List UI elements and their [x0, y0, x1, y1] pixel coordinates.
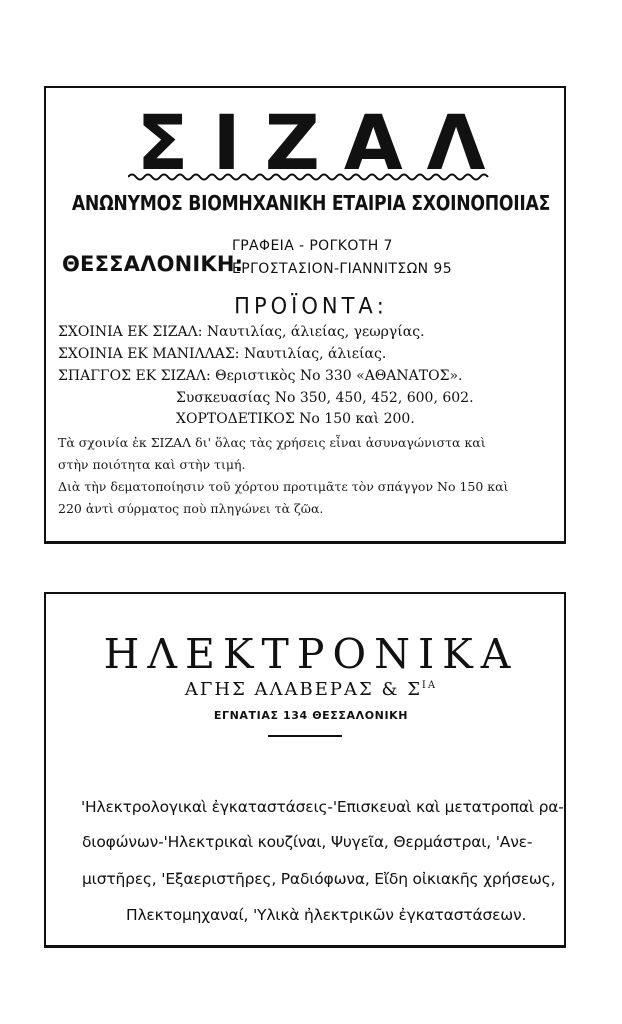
- sizal-city: ΘΕΣΣΑΛΟΝΙΚΗ:: [62, 252, 244, 276]
- product-line: ΧΟΡΤΟΔΕΤΙΚΟΣ Νο 150 καὶ 200.: [176, 411, 415, 427]
- description-line: 'Ηλεκτρολογικαὶ ἐγκαταστάσεις-'Επισκευαὶ καὶ μετατροπαὶ ρα-: [81, 798, 564, 816]
- sizal-company-name: ΑΝΩΝΥΜΟΣ ΒΙΟΜΗΧΑΝΙΚΗ ΕΤΑΙΡΙΑ ΣΧΟΙΝΟΠΟΙΙΑΣ: [71, 191, 551, 215]
- sizal-twine-paragraph: [58, 476, 558, 520]
- electronics-brand-title: ΗΛΕΚΤΡΟΝΙΚΑ: [103, 630, 519, 678]
- product-line: ΣΠΑΓΓΟΣ ΕΚ ΣΙΖΑΛ: Θεριστικὸς Νο 330 «ΑΘΑΝΑΤΟΣ».: [58, 368, 463, 384]
- sizal-products-heading: ΠΡΟΪΟΝΤΑ:: [234, 293, 388, 319]
- sizal-brand-title: ΣΙΖΑΛ: [136, 98, 510, 187]
- wavy-rule-ornament: [128, 172, 490, 182]
- product-line: ΣΧΟΙΝΙΑ ΕΚ ΣΙΖΑΛ: Ναυτιλίας, άλιείας, γεωργίας.: [58, 324, 425, 340]
- owner-name: ΑΓΗΣ ΑΛΑΒΕΡΑΣ & Σ: [184, 679, 422, 700]
- paragraph-line: Διὰ τὴν δεματοποίησιν τοῦ χόρτου προτιμᾶτε τὸν σπάγγον Νο 150 καὶ: [58, 479, 509, 494]
- sizal-quality-paragraph: [58, 432, 558, 476]
- divider-rule: [268, 735, 342, 737]
- description-line: μιστῆρες, 'Εξαεριστῆρες, Ραδιόφωνα, Εἴδη οἰκιακῆς χρήσεως,: [82, 870, 556, 888]
- product-line: Συσκευασίας Νο 350, 450, 452, 600, 602.: [176, 390, 474, 406]
- electronics-owner: [0, 679, 622, 700]
- sizal-factory-address: ΕΡΓΟΣΤΑΣΙΟΝ-ΓΙΑΝΝΙΤΣΩΝ 95: [232, 261, 453, 277]
- paragraph-line: 220 ἀντὶ σύρματος ποὺ πληγώνει τὰ ζῶα.: [58, 501, 324, 516]
- sizal-offices-address: ΓΡΑΦΕΙΑ - ΡΟΓΚΟΤΗ 7: [232, 238, 393, 254]
- owner-suffix: ΙΑ: [421, 680, 438, 691]
- product-line: ΣΧΟΙΝΙΑ ΕΚ ΜΑΝΙΛΛΑΣ: Ναυτιλίας, άλιείας.: [58, 346, 387, 362]
- paragraph-line: στὴν ποιότητα καὶ στὴν τιμή.: [58, 457, 246, 472]
- electronics-address: ΕΓΝΑΤΙΑΣ 134 ΘΕΣΣΑΛΟΝΙΚΗ: [213, 709, 409, 722]
- paragraph-line: Τὰ σχοινία ἐκ ΣΙΖΑΛ δι' ὅλας τὰς χρήσεις εἶναι ἀσυναγώνιστα καὶ: [58, 435, 486, 450]
- description-line: διοφώνων-'Ηλεκτρικαὶ κουζίναι, Ψυγεῖα, Θερμάστραι, 'Ανε-: [82, 833, 533, 851]
- description-line: Πλεκτομηχαναί, 'Υλικὰ ἠλεκτρικῶν ἐγκαταστάσεων.: [126, 906, 527, 924]
